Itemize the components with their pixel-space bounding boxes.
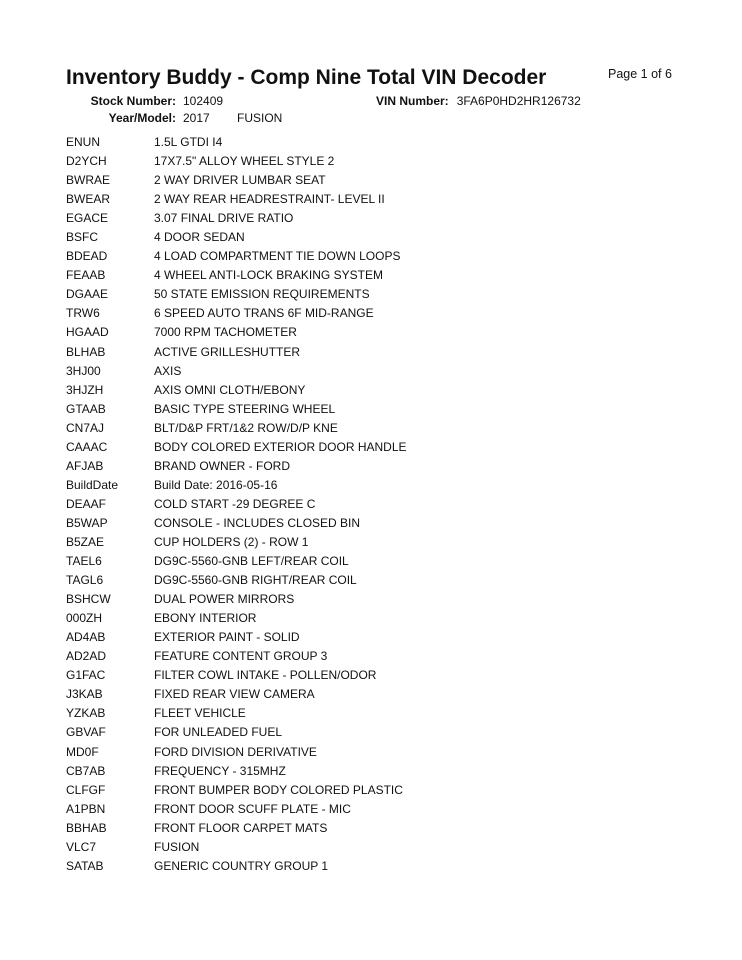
list-item [66,171,407,190]
list-item [66,419,407,438]
option-description: FREQUENCY - 315MHZ [154,763,286,778]
option-code: B5ZAE [66,534,105,549]
option-description: DG9C-5560-GNB LEFT/REAR COIL [154,554,349,569]
option-code: 3HJ00 [66,363,101,378]
option-code: BSHCW [66,592,111,607]
list-item [66,476,407,495]
list-item [66,381,407,400]
option-description: BRAND OWNER - FORD [154,458,290,473]
list-item [66,152,407,171]
list-item [66,666,407,685]
year-value: 2017 [183,111,210,125]
option-code: 000ZH [66,611,103,626]
list-item [66,362,407,381]
option-description: FRONT BUMPER BODY COLORED PLASTIC [154,782,403,797]
list-item [66,857,407,876]
option-code: YZKAB [66,706,106,721]
option-code: AD2AD [66,649,107,664]
option-code: TAEL6 [66,554,102,569]
list-item [66,743,407,762]
option-code: GBVAF [66,725,106,740]
option-description: CONSOLE - INCLUDES CLOSED BIN [154,515,361,530]
option-code: 3HJZH [66,382,104,397]
list-item [66,685,407,704]
list-item [66,323,407,342]
option-description: 17X7.5" ALLOY WHEEL STYLE 2 [154,154,335,169]
option-description: FRONT FLOOR CARPET MATS [154,820,328,835]
option-code: DGAAE [66,287,109,302]
year-model-label: Year/Model: [108,111,176,125]
option-description: 3.07 FINAL DRIVE RATIO [154,211,294,226]
option-code: FEAAB [66,268,106,283]
option-description: EXTERIOR PAINT - SOLID [154,630,300,645]
option-code: BWRAE [66,173,111,188]
option-code: GTAAB [66,401,106,416]
option-code: B5WAP [66,515,108,530]
option-description: FILTER COWL INTAKE - POLLEN/ODOR [154,668,377,683]
option-description: FEATURE CONTENT GROUP 3 [154,649,328,664]
option-description: 1.5L GTDI I4 [154,135,223,149]
option-description: 4 WHEEL ANTI-LOCK BRAKING SYSTEM [154,268,383,283]
option-description: FUSION [154,839,200,854]
stock-number-label: Stock Number: [90,94,176,108]
list-item [66,247,407,266]
list-item [66,609,407,628]
option-code: HGAAD [66,325,109,340]
option-code: TAGL6 [66,573,104,588]
list-item [66,704,407,723]
list-item [66,723,407,742]
option-description: AXIS [154,363,182,378]
option-description: FLEET VEHICLE [154,706,246,721]
option-code: BLHAB [66,344,106,359]
option-code: AFJAB [66,458,104,473]
option-code: TRW6 [66,306,100,321]
option-code: BWEAR [66,192,111,207]
option-code: BBHAB [66,820,107,835]
list-item [66,495,407,514]
list-item [66,514,407,533]
option-description: EBONY INTERIOR [154,611,257,626]
option-description: ACTIVE GRILLESHUTTER [154,344,301,359]
option-code: BSFC [66,230,99,245]
option-code: VLC7 [66,839,97,854]
option-description: FIXED REAR VIEW CAMERA [154,687,315,702]
option-description: 4 LOAD COMPARTMENT TIE DOWN LOOPS [154,249,401,264]
list-item [66,400,407,419]
option-description: BLT/D&P FRT/1&2 ROW/D/P KNE [154,420,338,435]
option-code: CN7AJ [66,420,105,435]
option-code: CB7AB [66,763,106,778]
option-description: BODY COLORED EXTERIOR DOOR HANDLE [154,439,407,454]
list-item [66,343,407,362]
list-item [66,133,407,152]
option-code: CLFGF [66,782,106,797]
page-number: Page 1 of 6 [608,67,672,81]
option-code: G1FAC [66,668,106,683]
option-description: AXIS OMNI CLOTH/EBONY [154,382,306,397]
option-description: BASIC TYPE STEERING WHEEL [154,401,336,416]
model-value: FUSION [237,111,283,125]
list-item [66,304,407,323]
list-item [66,209,407,228]
list-item [66,533,407,552]
option-code-list [66,133,407,876]
option-description: 4 DOOR SEDAN [154,230,245,245]
option-description: CUP HOLDERS (2) - ROW 1 [154,534,309,549]
option-code: A1PBN [66,801,106,816]
list-item [66,266,407,285]
option-description: 7000 RPM TACHOMETER [154,325,297,340]
option-code: BuildDate [66,477,119,492]
option-description: FORD DIVISION DERIVATIVE [154,744,317,759]
option-code: MD0F [66,744,99,759]
list-item [66,438,407,457]
option-description: COLD START -29 DEGREE C [154,496,316,511]
list-item [66,800,407,819]
option-code: ENUN [66,135,101,149]
option-description: 6 SPEED AUTO TRANS 6F MID-RANGE [154,306,374,321]
list-item [66,190,407,209]
option-description: 50 STATE EMISSION REQUIREMENTS [154,287,370,302]
option-description: DUAL POWER MIRRORS [154,592,295,607]
list-item [66,228,407,247]
list-item [66,457,407,476]
vin-number-label: VIN Number: [376,94,449,108]
list-item [66,647,407,666]
stock-number-value: 102409 [183,94,224,108]
option-code: BDEAD [66,249,108,264]
list-item [66,838,407,857]
list-item [66,762,407,781]
document-title: Inventory Buddy - Comp Nine Total VIN Decoder [66,66,547,89]
option-description: 2 WAY DRIVER LUMBAR SEAT [154,173,326,188]
option-description: 2 WAY REAR HEADRESTRAINT- LEVEL II [154,192,385,207]
list-item [66,552,407,571]
option-code: AD4AB [66,630,106,645]
option-description: Build Date: 2016-05-16 [154,477,278,492]
option-code: CAAAC [66,439,108,454]
stock-number-field [90,94,223,108]
option-description: GENERIC COUNTRY GROUP 1 [154,858,329,873]
list-item [66,285,407,304]
option-description: FRONT DOOR SCUFF PLATE - MIC [154,801,351,816]
list-item [66,781,407,800]
option-code: D2YCH [66,154,107,169]
vin-number-value: 3FA6P0HD2HR126732 [456,94,581,108]
option-description: DG9C-5560-GNB RIGHT/REAR COIL [154,573,357,588]
year-model-field [90,111,282,125]
option-code: EGACE [66,211,109,226]
option-description: FOR UNLEADED FUEL [154,725,283,740]
list-item [66,571,407,590]
option-code: SATAB [66,858,104,873]
vin-number-field [376,94,581,108]
option-code: DEAAF [66,496,107,511]
list-item [66,819,407,838]
option-code: J3KAB [66,687,103,702]
list-item [66,628,407,647]
list-item [66,590,407,609]
